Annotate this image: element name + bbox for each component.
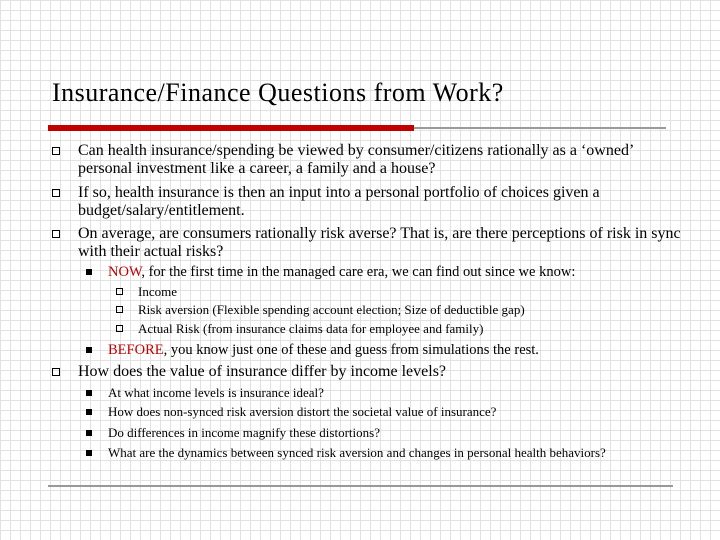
bullet-text: On average, are consumers rationally risk averse? That is, are there perceptions of risk in sync with their actual risks? bbox=[78, 225, 681, 260]
bullet-text: Can health insurance/spending be viewed by consumer/citizens rationally as a ‘owned’ personal investment like a career, a family and a house? bbox=[78, 142, 634, 177]
filled-square-bullet-icon bbox=[86, 450, 92, 456]
slide-title: Insurance/Finance Questions from Work? bbox=[52, 78, 504, 107]
sub-sub-bullet-text: Income bbox=[138, 284, 177, 299]
bullet-text: If so, health insurance is then an input into a personal portfolio of choices given a budget/salary/entitlement. bbox=[78, 184, 600, 219]
title-accent-bar bbox=[48, 125, 414, 131]
sub-sub-bullet-text: Actual Risk (from insurance claims data for employee and family) bbox=[138, 321, 484, 336]
hollow-square-bullet-icon bbox=[116, 306, 123, 313]
sub-bullet-text: At what income levels is insurance ideal? bbox=[108, 385, 324, 400]
before-highlight: BEFORE bbox=[108, 342, 164, 358]
hollow-square-bullet-icon bbox=[116, 288, 123, 295]
sub-bullet-text: What are the dynamics between synced risk aversion and changes in personal health behaviors? bbox=[108, 445, 606, 460]
hollow-square-bullet-icon bbox=[52, 230, 60, 238]
hollow-square-bullet-icon bbox=[52, 189, 60, 197]
sub-sub-bullet-text: Risk aversion (Flexible spending account election; Size of deductible gap) bbox=[138, 302, 525, 317]
filled-square-bullet-icon bbox=[86, 430, 92, 436]
sub-bullet-text: , for the first time in the managed care era, we can find out since we know: bbox=[141, 264, 576, 280]
filled-square-bullet-icon bbox=[86, 347, 92, 353]
hollow-square-bullet-icon bbox=[52, 368, 60, 376]
sub-bullet-text: , you know just one of these and guess from simulations the rest. bbox=[163, 342, 539, 358]
sub-bullet-text: Do differences in income magnify these distortions? bbox=[108, 425, 380, 440]
filled-square-bullet-icon bbox=[86, 390, 92, 396]
bullet-text: How does the value of insurance differ by income levels? bbox=[78, 363, 447, 380]
hollow-square-bullet-icon bbox=[52, 147, 60, 155]
sub-bullet-text: How does non-synced risk aversion distort the societal value of insurance? bbox=[108, 404, 497, 419]
now-highlight: NOW bbox=[108, 264, 142, 280]
filled-square-bullet-icon bbox=[86, 409, 92, 415]
footer-divider bbox=[48, 485, 673, 487]
filled-square-bullet-icon bbox=[86, 269, 92, 275]
title-underline bbox=[414, 127, 666, 129]
hollow-square-bullet-icon bbox=[116, 325, 123, 332]
